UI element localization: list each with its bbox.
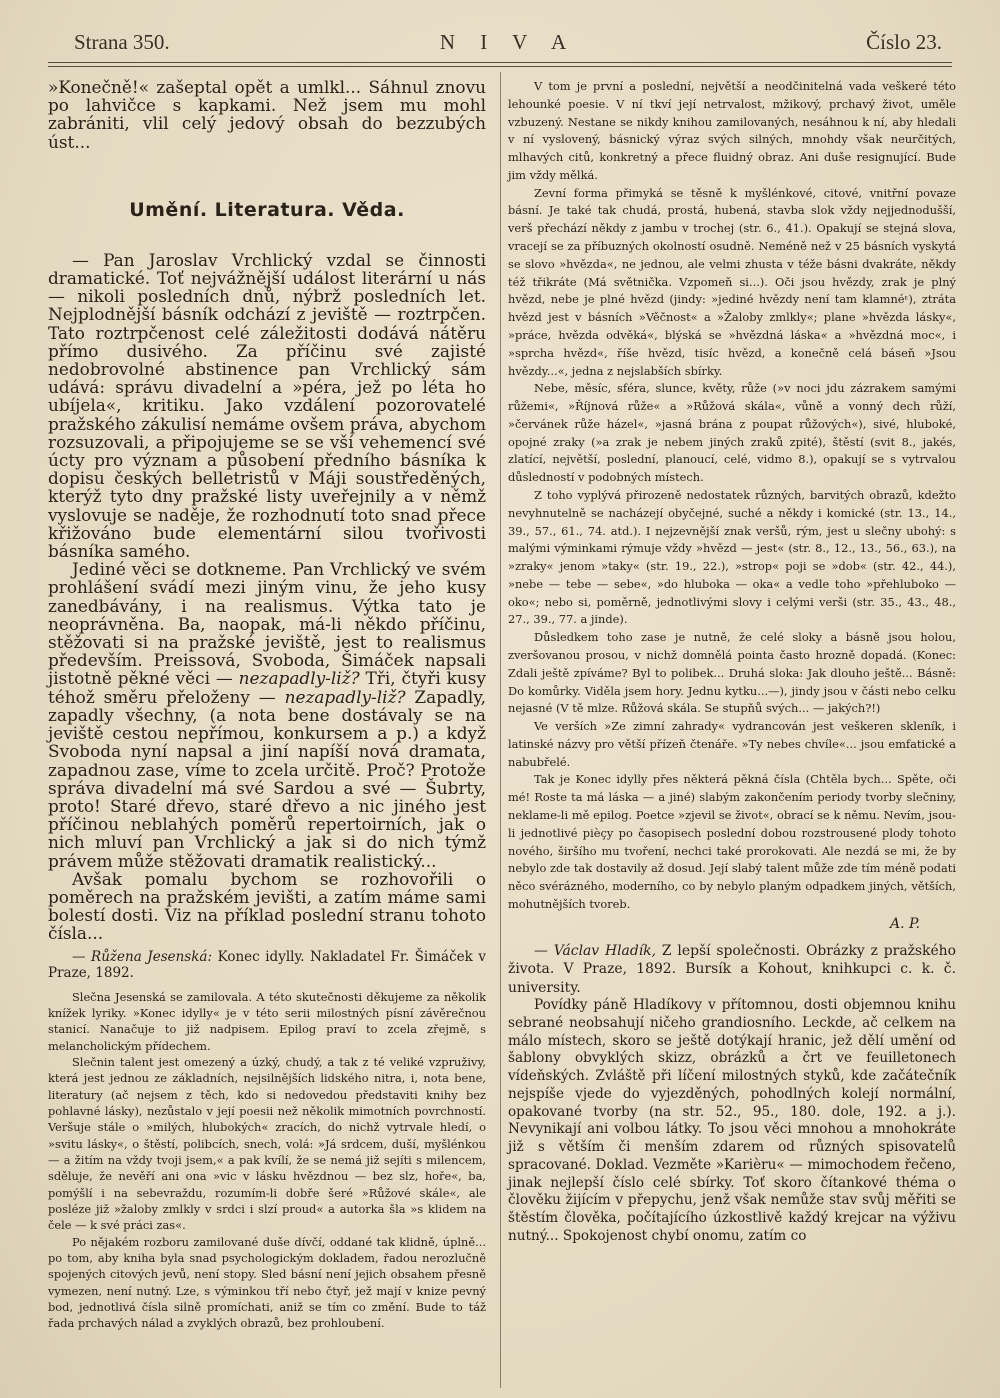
vrchlicky-paragraph-2: Jediné věci se dotkneme. Pan Vrchlický ve svém prohlášení svádí mezi jiným vinu, že jeho kusy zanedbávány, i na realismus. Výtka tato je neoprávněna. Ba, naopak, má-li někdo příčinu, stěžovati si na pražské jeviště, jest to realismus především. Preissová, Svoboda, Šimáček napsali jistotně pěkné věci — nezapadly-liž? Tři, čtyři kusy téhož směru přeloženy — nezapadly-liž? Zapadly, zapadly všechny, (a nota bene dostávaly se na jeviště cestou nepřímou, konkursem a p.) a když Svoboda nyní napsal a jiní napíší nová dramata, zapadnou zase, víme to zcela určitě. Proč? Protože správa divadelní má své Sardou a své — Šubrty, proto! Staré dřevo, staré dřevo a nic jiného jest příčinou neblahých poměrů repertoirních, jak o nich mluví pan Vrchlický a jak si do nich týmž právem může stěžovati dramatik realistický... xyxy=(48,559,486,871)
story-ending: »Konečně!« zašeptal opět a umlkl... Sáhnul znovu po lahvičce s kapkami. Než jsem mu mohl zabrániti, vlil celý jedový obsah do bezzubých úst... xyxy=(48,77,486,152)
review-paragraph-2: Slečnin talent jest omezený a úzký, chudý, a tak z té veliké vzpruživy, která jest jednou ze základních, nejsilnějších lidského nitra, i, nota bene, literatury (ač nejsem z těch, kdo si nedovedou představiti knihy bez pohlavné lásky), nezůstalo v její poesii než několik mimotních povrchností. Veršuje stále o »milých, hlubokých« zracích, do nichž vytrvale hledí, o »svitu lásky«, o štěstí, polibcích, snech, volá: »Já srdcem, duší, myšlénkou — a žitím na vždy tvoji jsem,« a pak kvílí, že se nemá již sejíti s milencem, sděluje, že nevěří ani ona »vic v lásku hvězdnou — bez slz, hoře«, ba, pomýšlí i na sebevraždu, rozumím-li dobře šeré »Růžové skále«, ale posléze již »žaloby zmlkly v srdci i slzí proud« a autorka šla »s klidem na čele — k své práci zas«. xyxy=(48,1054,486,1233)
review-jesenska xyxy=(48,949,486,1332)
page-header xyxy=(74,30,942,66)
review-paragraph-3: Po nějakém rozboru zamilované duše dívčí, oddané tak klidně, úplně... po tom, aby kniha byla snad psychologickým dokladem, řadou nerozlučně spojených citových jevů, není stopy. Sled básní není jejich obsahem přesně vymezen, není nutný. Lze, s výminkou tří nebo čtyř, jež mají v knize pevný bod, jednotlivá čísla silně promíchati, aniž se tím co změní. Bude to táž řada prchavých nálad a zvyklých obrazů, bez prohloubení. xyxy=(48,1234,486,1331)
review-paragraph-8: Důsledkem toho zase je nutně, že celé sloky a básně jsou holou, zveršovanou prosou, v nichž domnělá pointa často hrozně dopadá. (Konec: Zdali ještě zpíváme? Byl to polibek... Druhá sloka: Jak dlouho ještě... Básně: Do komůrky. Viděla jsem hory. Jednu kytku...—), jindy jsou v části nebo celku nejasné (V tě mlze. Růžová skála. Se stupňů svých... — jakých?!) xyxy=(508,630,956,716)
review-paragraph-10: Tak je Konec idylly přes některá pěkná čísla (Chtěla bych... Spěte, oči mé! Roste ta má láska — a jiné) slabým zakončením periody tvorby slečniny, neklame-li mě epilog. Poetce »zjevil se život«, obrací se k němu. Nevím, jsou-li jednotlivé pièçy po časopisech poslední dobou rozstrousené plody tohoto nového, širšího mu tvoření, nechci také prorokovati. Ale nezdá se mi, že by nebylo zde tak dostavily až dosud. Její slabý talent může zde tím méně podati něco svérázného, moderního, co by nebylo planým odpadkem jiných, větších, mohutnějších tvoreb. xyxy=(508,772,956,911)
review-paragraph-5: Zevní forma přimyká se těsně k myšlénkové, citové, vnitřní povaze básní. Je také tak chudá, prostá, hubená, stavba slok vždy nejjednodušší, verš přechází někdy z jambu v trochej (str. 6., 41.). Opakují se stejná slova, vracejí se za příbuzných okolností osudně. Neméně než v 25 básních vyskytá se slovo »hvězda«, ne jednou, ale velmi zhusta v téže básni dvakráte, někdy též třikráte (Má světnička. Vzpomeň si...). Oči jsou hvězdy, zrak je plný hvězd, nebe je plné hvězd (jindy: »jediné hvězdy není tam klamnéᵋ), ztráta hvězd jest v básních »Věčnost« a »Žaloby zmlkly«; plane »hvězda lásky«, »práce, hvězda odvěká«, blýská se »hvězdná láska« a »hvězdná moc«, i »sprcha hvězd«, říše hvězd, tisíc hvězd, a konečně celá báseň »Jsou hvězdy...«, jedna z nejslabších sbírky. xyxy=(508,185,956,378)
right-column xyxy=(508,78,956,1246)
section-title: Umění. Literatura. Věda. xyxy=(129,198,405,221)
vrchlicky-paragraph-1: — Pan Jaroslav Vrchlický vzdal se činnosti dramatické. Toť nejvážnější událost literární u nás — nikoli posledních dnů, nýbrž posledních let. Nejplodnější básník odchází z jeviště — roztrpčen. Tato roztrpčenost celé záležitosti dodává nátěru přímo dusivého. Za příčinu své zajisté nedobrovolné abstinence pan Vrchlický sám udává: správu divadelní a »péra, jež po léta ho ubíjela«, kritiku. Jako vzdálení pozorovatelé pražského zákulisí nemáme ovšem práva, abychom rozsuzovali, a připojujeme se se vší vehemencí své úcty pro význam a působení předního básníka k dopisu českých belletristů v Máji soustředěných, kterýž tyto dny pražské listy uveřejnily a v němž vyslovuje se naděje, že rozhodnutí toto snad přece křižováno bude elementární silou tvořivosti básníka samého. xyxy=(48,249,486,562)
header-rule xyxy=(48,62,952,63)
page-number: Strana 350. xyxy=(74,30,170,54)
review-hladik-paragraph-1: Povídky páně Hladíkovy v přítomnou, dosti objemnou knihu sebrané neobsahují ničeho grandiosního. Leckde, ač celkem na málo místech, skoro se ještě dotýkají hranic, jež dělí umění od šablony obvyklých skizz, obrázků a črt ve feuilletonech vídeňských. Zvláště při líčení milostných styků, kde začátečník nejspíše vjede do vyjezděných, pohodlných kolejí normální, opakované tvorby (na str. 52., 95., 180. dole, 192. a j.). Nevynikají ani volbou látky. To jsou věci mnohou a mnohokráte již s větším či menším zdarem od různých spisovatelů spracované. Doklad. Vezměte »Karièru« — mimochodem řečeno, jinak nejlepší číslo celé sbírky. Toť skoro čítankové théma o člověku žijícím v přepychu, jenž však nemůže stav svůj měřiti se štěstím člověka, počítajícího úzkostlivě každý krejcar na výživu nutný... Spokojenost chybí onomu, zatím co xyxy=(508,997,956,1244)
review-paragraph-4: V tom je první a poslední, největší a neodčinitelná vada veškeré této lehounké poesie. V ní tkví její netrvalost, mžikový, prchavý život, uměle vzbuzený. Nestane se nikdy knihou zamilovaných, nesáhnou k ní, aby hledali v ní vyslovený, básnický výraz svých silných, mnohdy však neurčitých, mlhavých citů, konkretný a přece fluidný obraz. Ani duše resignující. Bude jim vždy mělká. xyxy=(508,79,956,182)
column-divider xyxy=(500,72,501,1388)
review-signature: A. P. xyxy=(889,915,920,932)
header-rule-thin xyxy=(48,66,952,67)
review-hladik-heading: — Václav Hladík, Z lepší společnosti. Obrázky z pražského života. V Praze, 1892. Bursík a Kohout, knihkupci c. k. č. university. xyxy=(508,942,956,996)
vrchlicky-paragraph-3: Avšak pomalu bychom se rozhovořili o poměrech na pražském jevišti, a zatím máme sami bolestí dosti. Viz na příklad poslední stranu tohoto čísla... xyxy=(48,868,486,944)
review-paragraph-1: Slečna Jesenská se zamilovala. A této skutečnosti děkujeme za několik knížek lyriky. »Konec idylly« je v této serii milostných písní závěrečnou stanicí. Nanačuje to již nadpisem. Epilog praví to zcela zřejmě, s melancholickým přídechem. xyxy=(48,989,486,1053)
magazine-title: N I V A xyxy=(439,30,577,54)
left-column xyxy=(48,78,486,1332)
review-paragraph-6: Nebe, měsíc, sféra, slunce, květy, růže (»v noci jdu zázrakem samými růžemi«, »Říjnová růže« a »Růžová skála«, vůně a vonný dech růží, »červánek růže házel«, »jasná brána z poupat růžových«), sivé, hluboké, opojné zraky (»a zrak je nebem jiných zraků zpité), štěstí (svit 8., jakés, zlatící, největší, poslední, planoucí, celé, vidmo 8.), opakují se s vytrvalou důsledností v podobných místech. xyxy=(508,381,956,485)
review-paragraph-7: Z toho vyplývá přirozeně nedostatek různých, barvitých obrazů, kdežto nevyhnutelně se nacházejí obyčejné, suché a někdy i komické (str. 13., 14., 39., 57., 61., 74. atd.). I nejzevnější znak veršů, rým, jest u slečny ubohý: s malými výminkami rýmuje vždy »hvězd — jest« (str. 8., 12., 13., 56., 63.), na »zraky« jenom »taky« (str. 19., 22.), »strop« poji se »dob« (str. 42., 44.), »nebe — tebe — sebe«, »do hluboka — oka« a vedle toho »přehluboko — oko«; nebo si, poměrně, jednotlivými slovy i celými verši (str. 35., 43., 48., 27., 39., 77. a jinde). xyxy=(508,487,956,627)
issue-number: Číslo 23. xyxy=(866,30,942,54)
review-heading: — Růžena Jesenská: Konec idylly. Nakladatel Fr. Šimáček v Praze, 1892. xyxy=(48,948,487,981)
review-paragraph-9: Ve verších »Ze zimní zahrady« vydrancován jest veškeren skleník, i latinské názvy pro větší přízeň čtenáře. »Ty nebes chvíle«... jsou emfatické a nabubřelé. xyxy=(508,719,956,769)
